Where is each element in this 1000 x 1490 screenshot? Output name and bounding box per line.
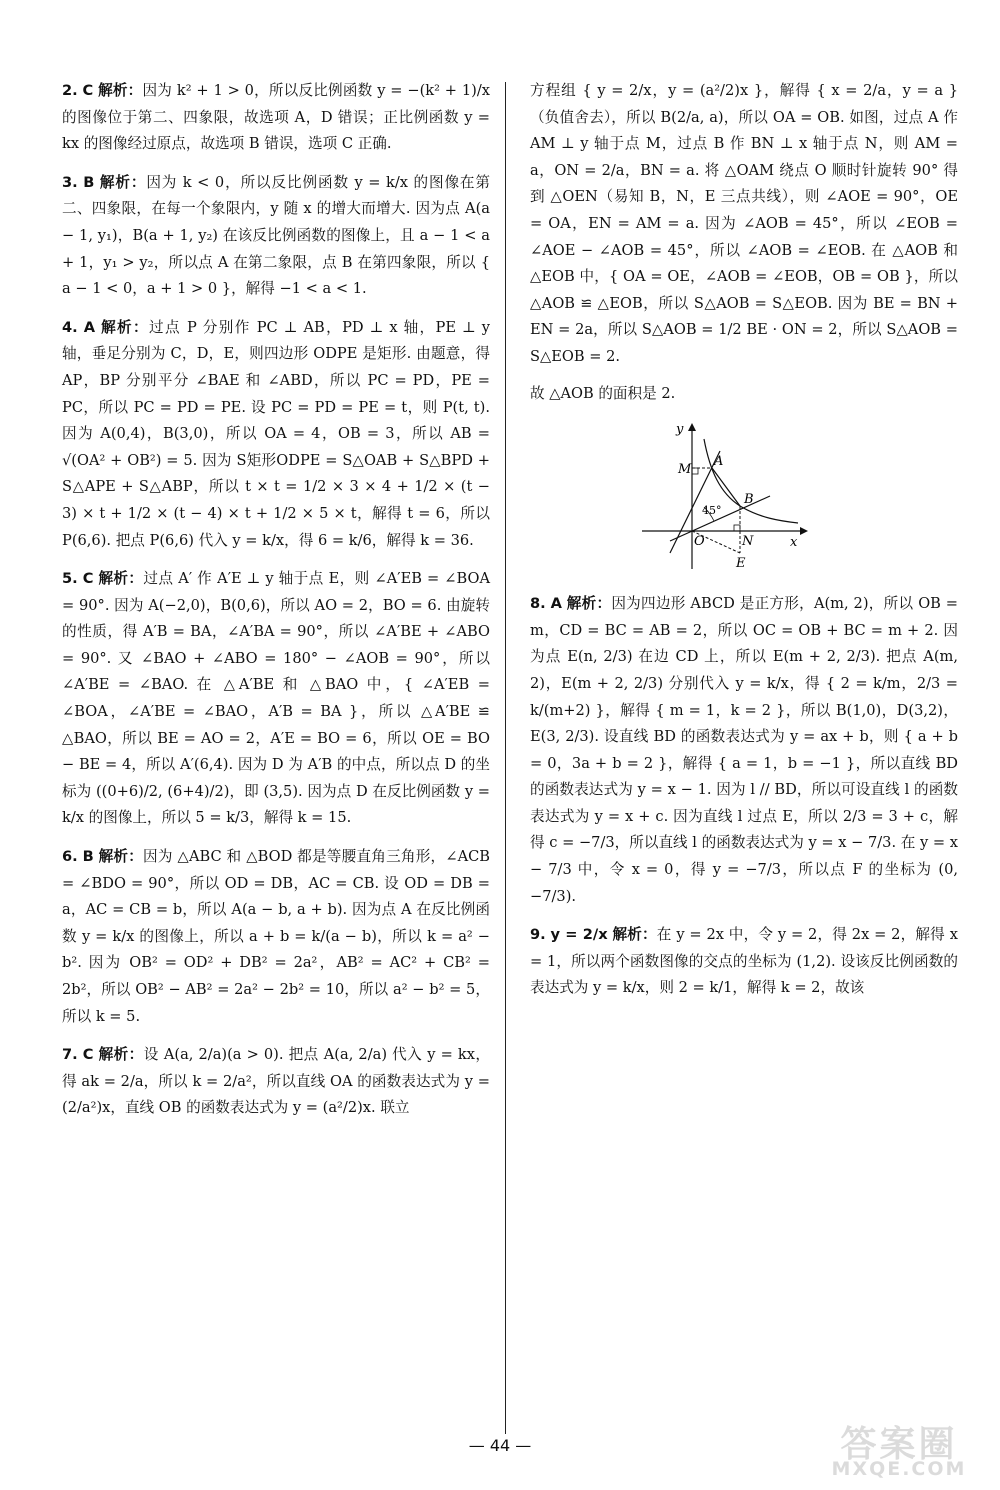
item-number: 8. [530,595,546,613]
answer-item-5 [62,566,490,832]
item-answer: B [82,848,94,866]
analysis-text: 因为 k² + 1 > 0，所以反比例函数 y = −(k² + 1)/x 的图像位于第二、四象限，故选项 A，D 错误；正比例函数 y = kx 的图像经过原点，故选项 B 错误，选项 C 正确. [62,82,490,153]
label-m: M [678,462,692,478]
answer-item-7 [62,1042,490,1122]
geometry-figure [640,421,810,571]
right-angle-n [734,525,740,531]
item-answer: A [83,318,96,336]
analysis-label: 解析： [99,173,147,191]
analysis-text: 因为四边形 ABCD 是正方形，A(m, 2)，所以 OB = m，CD = BC = AB = 2，所以 OC = OB + BC = m + 2. 因为点 E(n, 2/3) 在边 CD 上，所以 E(m + 2, 2/3). 把点 A(m, 2)，E(m + 2, 2/3) 分别代入 y = k/x，得 { 2 = k/m，2/3 = k/(m+2) }，解得 { m = 1，k = 2 }，所以 B(1,0)，D(3,2)，E(3, 2/3). 设直线 BD 的函数表达式为 y = ax + b，则 { a + b = 0，3a + b = 2 }，解得 { a = 1，b = −1 }，所以直线 BD 的函数表达式为 y = x − 1. 因为 l // BD，所以可设直线 l 的函数表达式为 y = x + c. 因为直线 l 过点 E，所以 2/3 = 3 + c，解得 c = −7/3，所以直线 l 的函数表达式为 y = x − 7/3. 在 y = x − 7/3 中，令 x = 0，得 y = −7/3，所以点 F 的坐标为 (0, −7/3). [530,595,958,905]
label-angle: 45° [702,504,722,518]
analysis-text: 在 y = 2x 中，令 y = 2，得 2x = 2，解得 x = 1，所以两个函数图像的交点的坐标为 (1,2). 设该反比例函数的表达式为 y = k/x，则 2 = k/1，解得 k = 2，故该 [530,926,958,997]
item-answer: y = 2/x [550,926,608,944]
item-number: 3. [62,173,78,191]
item-answer: A [550,595,562,613]
item-answer: C [82,82,94,99]
watermark-sub: MXQE.COM [831,1458,967,1480]
analysis-text: 设 A(a, 2/a)(a > 0). 把点 A(a, 2/a) 代入 y = kx，得 ak = 2/a，所以 k = 2/a²，所以直线 OA 的函数表达式为 y = (2/a²)x，直线 OB 的函数表达式为 y = (a²/2)x. 联立 [62,1046,491,1117]
item-number: 7. [62,1046,78,1064]
conclusion-7: 故 △AOB 的面积是 2. [530,384,676,402]
left-column [62,78,490,1134]
label-e: E [736,556,746,572]
answer-item-3 [62,170,490,303]
item-answer: B [83,173,95,191]
label-y: y [676,422,684,438]
item-number: 9. [530,926,546,944]
analysis-label: 解析： [98,82,143,99]
segment-ab [712,468,740,506]
label-o: O [694,534,705,550]
label-b: B [744,492,754,508]
analysis-text: 过点 A′ 作 A′E ⊥ y 轴于点 E，则 ∠A′EB = ∠BOA = 90°. 因为 A(−2,0)，B(0,6)，所以 AO = 2，BO = 6. 由旋转的性质，得 A′B = BA，∠A′BA = 90°，所以 ∠A′BE + ∠ABO = 90°. 又 ∠BAO + ∠ABO = 180° − ∠AOB = 90°，所以 ∠A′BE = ∠BAO. 在 △A′BE 和 △BAO 中，{ ∠A′EB = ∠BOA，∠A′BE = ∠BAO，A′B = BA }，所以 △A′BE ≌ △BAO，所以 BE = AO = 2，A′E = BO = 6，所以 OE = BO − BE = 4，所以 A′(6,4). 因为 D 为 A′B 的中点，所以点 D 的坐标为 ((0+6)/2, (6+4)/2)，即 (3,5). 因为点 D 在反比例函数 y = k/x 的图像上，所以 5 = k/3，解得 k = 15. [62,570,490,827]
label-n: N [742,534,754,550]
right-angle-m [692,468,698,474]
analysis-text: 过点 P 分别作 PC ⊥ AB，PD ⊥ x 轴，PE ⊥ y 轴，垂足分别为 C，D，E，则四边形 ODPE 是矩形. 由题意，得 AP，BP 分别平分 ∠BAE 和 ∠ABD，所以 PC = PD，PE = PC，所以 PC = PD = PE. 设 PC = PD = PE = t，则 P(t, t). 因为 A(0,4)，B(3,0)，所以 OA = 4，OB = 3，所以 AB = √(OA² + OB²) = 5. 因为 S矩形ODPE = S△OAB + S△BPD + S△APE + S△ABP，所以 t × t = 1/2 × 3 × 4 + 1/2 × (t − 3) × t + 1/2 × (t − 4) × t + 1/2 × 5 × t，解得 t = 6，所以 P(6,6). 把点 P(6,6) 代入 y = k/x，得 6 = k/6，解得 k = 36. [62,318,491,549]
right-column [530,78,958,1014]
analysis-label: 解析： [98,570,144,588]
item-answer: C [82,1046,94,1064]
item-number: 5. [62,570,78,588]
analysis-label: 解析： [98,1046,144,1064]
analysis-label: 解析： [566,595,612,613]
answer-item-4 [62,315,490,554]
label-x: x [790,535,798,551]
answer-item-8 [530,591,958,910]
analysis-text: 因为 k < 0，所以反比例函数 y = k/x 的图像在第二、四象限，在每一个象限内，y 随 x 的增大而增大. 因为点 A(a − 1, y₁)，B(a + 1, y₂) 在该反比例函数的图像上，且 a − 1 < a + 1，y₁ > y₂，所以点 A 在第二象限，点 B 在第四象限，所以 { a − 1 < 0，a + 1 > 0 }，解得 −1 < a < 1. [62,173,490,298]
x-axis-arrow [800,527,808,535]
analysis-label: 解析： [98,848,144,866]
item-answer: C [82,570,94,588]
item-number: 6. [62,848,78,866]
answer-item-9 [530,922,958,1002]
y-axis-arrow [688,423,696,431]
watermark-main: 答案圈 [840,1424,958,1465]
line-ob [670,496,770,541]
label-a: A [714,454,724,470]
analysis-text: 因为 △ABC 和 △BOD 都是等腰直角三角形，∠ACB = ∠BDO = 90°，所以 OD = DB，AC = CB. 设 OD = DB = a，AC = CB = b，所以 A(a − b, a + b). 因为点 A 在反比例函数 y = k/x 的图像上，所以 a + b = k/(a − b)，所以 k = a² − b². 因为 OB² = OD² + DB² = 2a²，AB² = AC² + CB² = 2b²，所以 OB² − AB² = 2a² − 2b² = 10，所以 a² − b² = 5，所以 k = 5. [62,848,491,1025]
answer-item-6 [62,844,490,1030]
continued-solution-7: 方程组 { y = 2/x，y = (a²/2)x }，解得 { x = 2/a，y = a }（负值舍去），所以 B(2/a, a)，所以 OA = OB. 如图，过点 A 作 AM ⊥ y 轴于点 M，过点 B 作 BN ⊥ x 轴于点 N，则 AM = a，ON = 2/a，BN = a. 将 △OAM 绕点 O 顺时针旋转 90° 得到 △OEN（易知 B，N，E 三点共线），则 ∠AOE = 90°，OE = OA，EN = AM = a. 因为 ∠AOB = 45°，所以 ∠EOB = ∠AOE − ∠AOB = 45°，所以 ∠AOB = ∠EOB. 在 △AOB 和 △EOB 中，{ OA = OE，∠AOB = ∠EOB，OB = OB }，所以 △AOB ≌ △EOB，所以 S△AOB = S△EOB. 因为 BE = BN + EN = 2a，所以 S△AOB = 1/2 BE · ON = 2，所以 S△AOB = S△EOB = 2. [530,82,958,365]
page-number: — 44 — [468,1436,532,1455]
item-number: 4. [62,318,78,336]
analysis-label: 解析： [101,318,149,336]
answer-item-2 [62,78,490,158]
analysis-label: 解析： [612,926,657,944]
watermark-logo [815,1416,983,1482]
item-number: 2. [62,82,78,99]
column-divider [505,82,506,1434]
